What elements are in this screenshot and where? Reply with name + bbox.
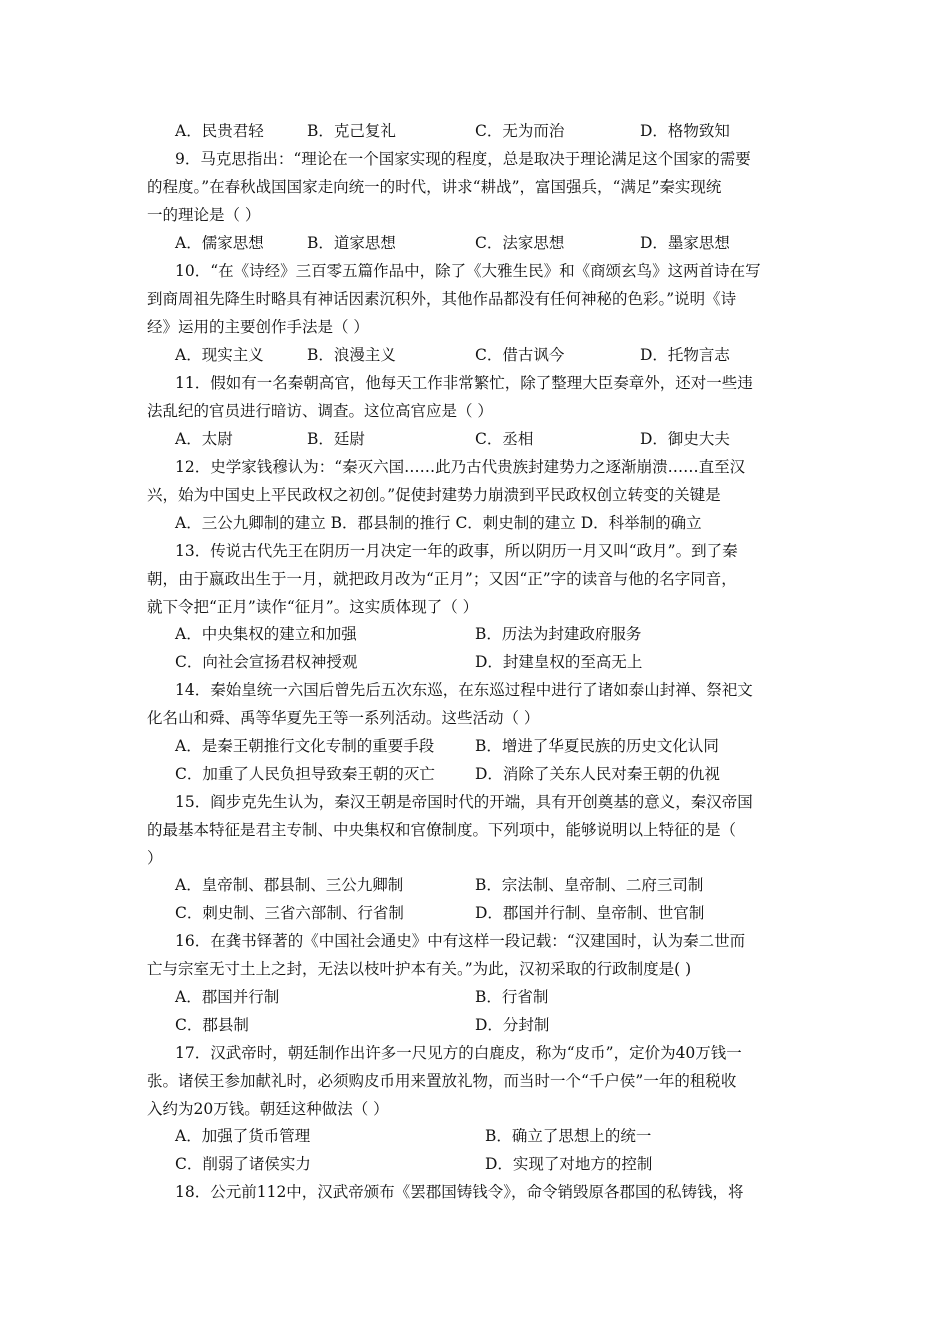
q10-option-c: C．借古讽今 [475,346,565,364]
q8-option-d: D．格物致知 [640,122,730,140]
q11-option-b: B．廷尉 [307,430,365,448]
q10-stem-line-2: 到商周祖先降生时略具有神话因素沉积外，其他作品都没有任何神秘的色彩。”说明《诗 [147,290,737,308]
q17-stem-line-2: 张。诸侯王参加献礼时，必须购皮币用来置放礼物，而当时一个“千户侯”一年的租税收 [147,1072,737,1090]
q14-option-b: B．增进了华夏民族的历史文化认同 [475,737,719,755]
q13-stem-line-3: 就下令把“正月”读作“征月”。这实质体现了（ ） [147,598,479,616]
q13-stem-line-1: 13．传说古代先王在阴历一月决定一年的政事，所以阴历一月又叫“政月”。到了秦 [175,542,738,560]
q12-stem-line-1: 12．史学家钱穆认为：“秦灭六国……此乃古代贵族封建势力之逐渐崩溃……直至汉 [175,458,746,476]
q15-option-c: C．刺史制、三省六部制、行省制 [175,904,404,922]
q15-stem-line-2: 的最基本特征是君主专制、中央集权和官僚制度。下列项中，能够说明以上特征的是（ [147,821,737,839]
q10-stem-line-1: 10．“在《诗经》三百零五篇作品中，除了《大雅生民》和《商颂玄鸟》这两首诗在写 [175,262,761,280]
q16-stem-line-1: 16．在龚书铎著的《中国社会通史》中有这样一段记载：“汉建国时，认为秦二世而 [175,932,746,950]
q13-option-b: B．历法为封建政府服务 [475,625,642,643]
q8-option-b: B．克己复礼 [307,122,396,140]
q11-option-a: A．太尉 [175,430,233,448]
q17-option-c: C．削弱了诸侯实力 [175,1155,311,1173]
q9-option-b: B．道家思想 [307,234,396,252]
q15-stem-line-3: ） [147,849,163,867]
q9-stem-line-2: 的程度。”在春秋战国国家走向统一的时代，讲求“耕战”，富国强兵，“满足”秦实现统 [147,178,722,196]
q17-stem-line-3: 入约为20万钱。朝廷这种做法（ ） [147,1100,389,1118]
q14-stem-line-2: 化名山和舜、禹等华夏先王等一系列活动。这些活动（ ） [147,709,540,727]
q11-stem-line-2: 法乱纪的官员进行暗访、调查。这位高官应是（ ） [147,402,493,420]
q15-stem-line-1: 15．阎步克先生认为，秦汉王朝是帝国时代的开端，具有开创奠基的意义，秦汉帝国 [175,793,753,811]
q14-option-a: A．是秦王朝推行文化专制的重要手段 [175,737,435,755]
q14-option-d: D．消除了关东人民对秦王朝的仇视 [475,765,720,783]
q9-option-c: C．法家思想 [475,234,565,252]
q17-option-b: B．确立了思想上的统一 [485,1127,652,1145]
q15-option-a: A．皇帝制、郡县制、三公九卿制 [175,876,404,894]
q13-option-c: C．向社会宣扬君权神授观 [175,653,358,671]
q9-option-a: A．儒家思想 [175,234,264,252]
q9-stem-line-3: 一的理论是（ ） [147,206,261,224]
q16-option-a: A．郡国并行制 [175,988,280,1006]
q18-stem-line-1: 18．公元前112中，汉武帝颁布《罢郡国铸钱令》，命令销毁原各郡国的私铸钱，将 [175,1183,744,1201]
q11-stem-line-1: 11．假如有一名秦朝高官，他每天工作非常繁忙，除了整理大臣奏章外，还对一些违 [175,374,753,392]
q17-option-d: D．实现了对地方的控制 [485,1155,653,1173]
q11-option-c: C．丞相 [475,430,534,448]
q8-option-c: C．无为而治 [475,122,565,140]
q14-stem-line-1: 14．秦始皇统一六国后曾先后五次东巡，在东巡过程中进行了诸如泰山封禅、祭祀文 [175,681,753,699]
q13-option-d: D．封建皇权的至高无上 [475,653,643,671]
q16-option-c: C．郡县制 [175,1016,249,1034]
q16-option-d: D．分封制 [475,1016,550,1034]
q8-option-a: A．民贵君轻 [175,122,264,140]
q12-stem-line-2: 兴，始为中国史上平民政权之初创。”促使封建势力崩溃到平民政权创立转变的关键是 [147,486,721,504]
q16-option-b: B．行省制 [475,988,549,1006]
q10-option-d: D．托物言志 [640,346,730,364]
q11-option-d: D．御史大夫 [640,430,730,448]
q10-option-a: A．现实主义 [175,346,264,364]
q13-stem-line-2: 朝，由于嬴政出生于一月，就把政月改为“正月”；又因“正”字的读音与他的名字同音， [147,570,737,588]
q16-stem-line-2: 亡与宗室无寸土上之封，无法以枝叶护本有关。”为此，汉初采取的行政制度是( ) [147,960,692,978]
q15-option-b: B．宗法制、皇帝制、二府三司制 [475,876,704,894]
q10-option-b: B．浪漫主义 [307,346,396,364]
q12-options-line: A．三公九卿制的建立 B．郡县制的推行 C．刺史制的建立 D．科举制的确立 [175,514,702,532]
q10-stem-line-3: 经》运用的主要创作手法是（ ） [147,318,369,336]
q9-option-d: D．墨家思想 [640,234,730,252]
q14-option-c: C．加重了人民负担导致秦王朝的灭亡 [175,765,435,783]
q13-option-a: A．中央集权的建立和加强 [175,625,357,643]
q9-stem-line-1: 9．马克思指出：“理论在一个国家实现的程度，总是取决于理论满足这个国家的需要 [175,150,751,168]
q17-stem-line-1: 17．汉武帝时，朝廷制作出许多一尺见方的白鹿皮，称为“皮币”，定价为40万钱一 [175,1044,742,1062]
q15-option-d: D．郡国并行制、皇帝制、世官制 [475,904,705,922]
q17-option-a: A．加强了货币管理 [175,1127,311,1145]
